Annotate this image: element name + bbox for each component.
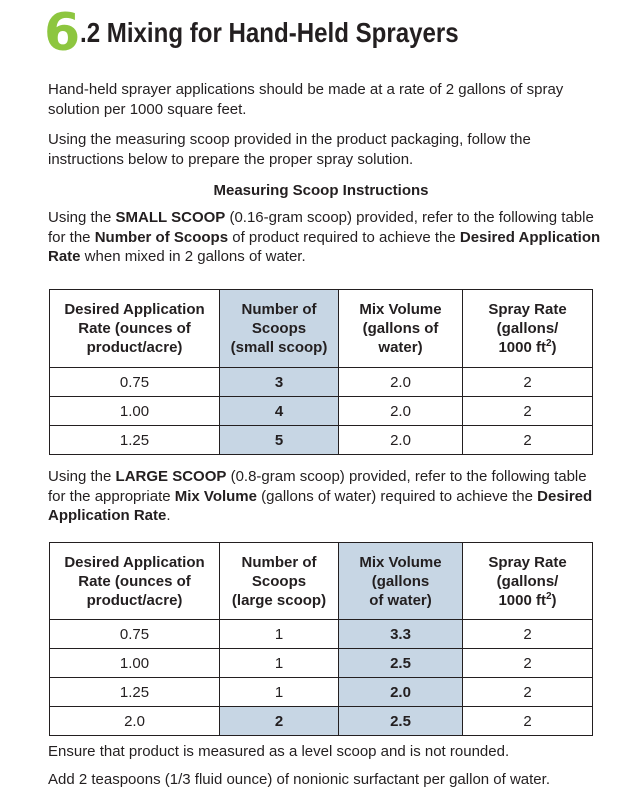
large-scoop-intro: Using the LARGE SCOOP (0.8-gram scoop) provided, refer to the following table for the appropriate Mix Volume (gallons of water) required to achieve the Desired Application Rate. xyxy=(48,468,593,524)
cell-rate: 1.25 xyxy=(50,426,220,455)
cell-rate: 2.0 xyxy=(50,707,220,736)
cell-spray-rate: 2 xyxy=(463,368,593,397)
note-level-scoop: Ensure that product is measured as a level scoop and is not rounded. xyxy=(48,743,510,760)
cell-mix-volume: 2.0 xyxy=(339,426,463,455)
cell-spray-rate: 2 xyxy=(463,397,593,426)
large-scoop-table xyxy=(49,542,593,736)
table-row xyxy=(50,397,593,426)
table-row xyxy=(50,707,593,736)
section-number: 6 xyxy=(44,3,79,63)
cell-rate: 1.00 xyxy=(50,397,220,426)
cell-mix-volume: 2.5 xyxy=(339,649,463,678)
cell-spray-rate: 2 xyxy=(463,426,593,455)
header-mix-volume: Mix Volume (gallons of water) xyxy=(339,543,463,620)
table-row xyxy=(50,620,593,649)
small-scoop-table xyxy=(49,289,593,455)
cell-scoops: 3 xyxy=(220,368,339,397)
cell-scoops: 4 xyxy=(220,397,339,426)
section-heading xyxy=(44,4,521,62)
table-header-row xyxy=(50,290,593,368)
cell-spray-rate: 2 xyxy=(463,678,593,707)
intro-paragraph-1: Hand-held sprayer applications should be made at a rate of 2 gallons of spray solution per 1000 square feet. xyxy=(48,81,564,118)
section-title: .2 Mixing for Hand-Held Sprayers xyxy=(80,17,459,48)
header-number-of-scoops: Number of Scoops (small scoop) xyxy=(220,290,339,368)
header-spray-rate: Spray Rate (gallons/ 1000 $ft^2$) xyxy=(463,290,593,368)
cell-mix-volume: 2.0 xyxy=(339,397,463,426)
intro-paragraph-2: Using the measuring scoop provided in the product packaging, follow the instructions below to prepare the proper spray solution. xyxy=(48,131,531,168)
cell-scoops: 1 xyxy=(220,620,339,649)
small-scoop-intro: Using the SMALL SCOOP (0.16-gram scoop) provided, refer to the following table for the Number of Scoops of product required to achieve the Desired Application Rate when mixed in 2 gallons of water. xyxy=(48,209,601,265)
header-application-rate: Desired Application Rate (ounces of product/acre) xyxy=(50,543,220,620)
cell-scoops: 1 xyxy=(220,678,339,707)
table-row xyxy=(50,426,593,455)
cell-rate: 1.00 xyxy=(50,649,220,678)
header-spray-rate: Spray Rate (gallons/ 1000 $ft^2$) xyxy=(463,543,593,620)
measuring-scoop-heading: Measuring Scoop Instructions xyxy=(213,182,429,199)
cell-scoops: 1 xyxy=(220,649,339,678)
cell-rate: 1.25 xyxy=(50,678,220,707)
note-surfactant: Add 2 teaspoons (1/3 fluid ounce) of nonionic surfactant per gallon of water. xyxy=(48,771,550,788)
cell-scoops: 2 xyxy=(220,707,339,736)
cell-mix-volume: 2.0 xyxy=(339,368,463,397)
cell-mix-volume: 2.0 xyxy=(339,678,463,707)
cell-spray-rate: 2 xyxy=(463,707,593,736)
cell-spray-rate: 2 xyxy=(463,620,593,649)
cell-mix-volume: 3.3 xyxy=(339,620,463,649)
table-row xyxy=(50,649,593,678)
cell-rate: 0.75 xyxy=(50,368,220,397)
table-header-row xyxy=(50,543,593,620)
cell-rate: 0.75 xyxy=(50,620,220,649)
cell-spray-rate: 2 xyxy=(463,649,593,678)
cell-mix-volume: 2.5 xyxy=(339,707,463,736)
header-application-rate: Desired Application Rate (ounces of product/acre) xyxy=(50,290,220,368)
table-row xyxy=(50,678,593,707)
header-number-of-scoops: Number of Scoops (large scoop) xyxy=(220,543,339,620)
header-mix-volume: Mix Volume (gallons of water) xyxy=(339,290,463,368)
table-row xyxy=(50,368,593,397)
cell-scoops: 5 xyxy=(220,426,339,455)
